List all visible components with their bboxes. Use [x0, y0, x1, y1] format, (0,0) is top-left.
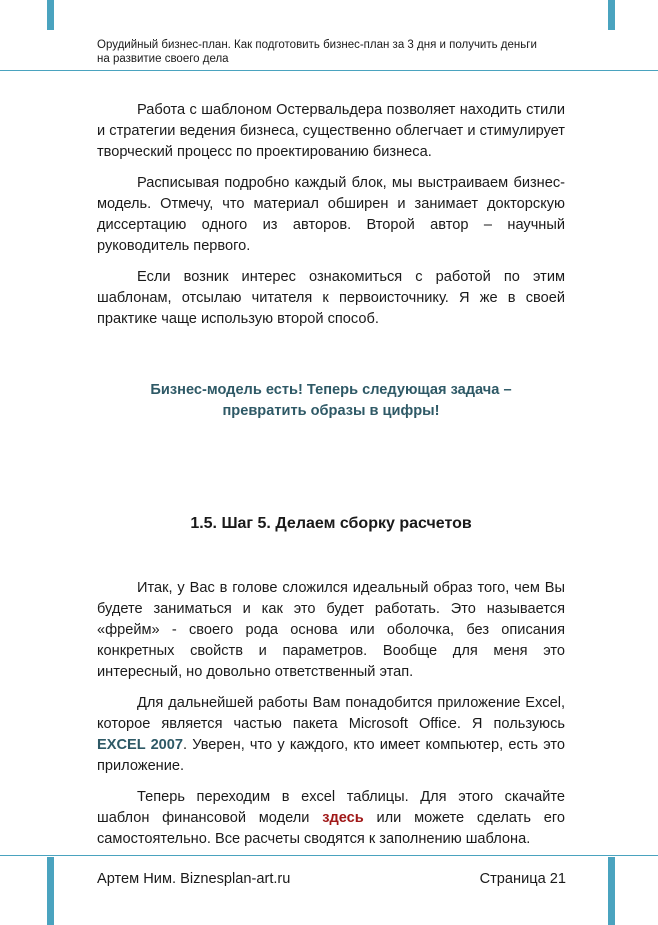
- paragraph-6-start: Теперь переходим в excel таблицы. Для этого скачайте шаблон финансовой модели: [97, 789, 565, 826]
- paragraph-5: [97, 693, 565, 777]
- excel-version-highlight: EXCEL 2007: [97, 737, 184, 753]
- header-title-line2: на развитие своего дела: [97, 53, 229, 65]
- footer-page-number: Страница 21: [479, 871, 566, 887]
- top-left-accent-bar: [47, 0, 54, 30]
- download-template-link[interactable]: здесь: [322, 810, 364, 826]
- callout-line2: превратить образы в цифры!: [222, 403, 440, 419]
- callout-text: [97, 380, 565, 422]
- main-content-bottom: [97, 578, 565, 860]
- paragraph-2: Расписывая подробно каждый блок, мы выстраиваем бизнес-модель. Отмечу, что материал обширен и занимает докторскую диссертацию одного из авторов. Второй автор – научный руководитель первого.: [97, 175, 565, 254]
- section-heading: 1.5. Шаг 5. Делаем сборку расчетов: [190, 515, 472, 532]
- main-content-top: [97, 100, 565, 340]
- top-right-accent-bar: [608, 0, 615, 30]
- paragraph-6-end: или можете сделать его самостоятельно. Все расчеты сводятся к заполнению шаблона.: [97, 810, 565, 847]
- paragraph-5-end: . Уверен, что у каждого, кто имеет компьютер, есть это приложение.: [97, 737, 565, 774]
- paragraph-5-start: Для дальнейшей работы Вам понадобится приложение Excel, которое является частью пакета Microsoft Office. Я пользуюсь: [97, 695, 565, 732]
- page-header: [97, 38, 577, 66]
- paragraph-6: [97, 787, 565, 850]
- callout-line1: Бизнес-модель есть! Теперь следующая задача –: [150, 382, 512, 398]
- header-rule: [0, 70, 658, 71]
- header-title-line1: Орудийный бизнес-план. Как подготовить бизнес-план за 3 дня и получить деньги: [97, 39, 537, 51]
- bottom-left-accent-bar: [47, 857, 54, 925]
- paragraph-4: Итак, у Вас в голове сложился идеальный образ того, чем Вы будете заниматься и как это будет работать. Это называется «фрейм» - своего рода основа или оболочка, без описания конкретных свойств и параметров. Вообще для меня это интересный, но довольно ответственный этап.: [97, 580, 565, 680]
- paragraph-1: Работа с шаблоном Остервальдера позволяет находить стили и стратегии ведения бизнеса, существенно облегчает и стимулирует творческий процесс по проектированию бизнеса.: [97, 102, 565, 160]
- bottom-right-accent-bar: [608, 857, 615, 925]
- paragraph-3: Если возник интерес ознакомиться с работой по этим шаблонам, отсылаю читателя к первоисточнику. Я же в своей практике чаще использую второй способ.: [97, 269, 565, 327]
- footer-author: Артем Ним. Biznesplan-art.ru: [97, 871, 291, 887]
